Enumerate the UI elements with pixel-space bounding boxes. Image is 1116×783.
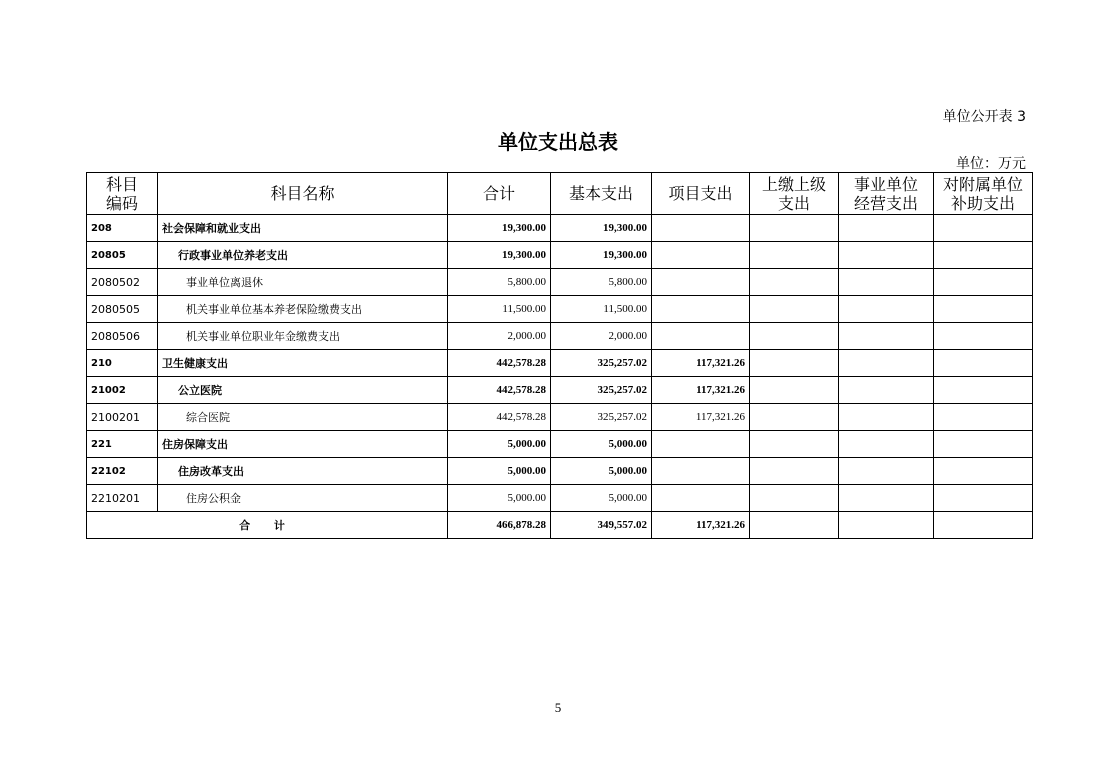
row-code: 2080505 [87,296,158,323]
row-upper [750,296,839,323]
row-business [839,323,934,350]
row-subsidy [934,377,1033,404]
row-project [652,458,750,485]
expenditure-table [86,172,1033,539]
row-code: 2080502 [87,269,158,296]
row-project: 117,321.26 [652,377,750,404]
row-name: 卫生健康支出 [158,350,448,377]
row-business [839,458,934,485]
row-business [839,404,934,431]
row-code: 20805 [87,242,158,269]
row-total: 442,578.28 [448,350,551,377]
total-business [839,512,934,539]
page-title: 单位支出总表 [498,130,618,154]
total-project: 117,321.26 [652,512,750,539]
row-basic: 2,000.00 [551,323,652,350]
table-row [87,377,1033,404]
row-basic: 325,257.02 [551,377,652,404]
row-name: 行政事业单位养老支出 [158,242,448,269]
row-total: 19,300.00 [448,215,551,242]
total-label: 合 计 [87,512,448,539]
row-business [839,296,934,323]
row-subsidy [934,215,1033,242]
row-business [839,215,934,242]
row-subsidy [934,269,1033,296]
row-project [652,485,750,512]
row-total: 11,500.00 [448,296,551,323]
table-row [87,296,1033,323]
row-subsidy [934,485,1033,512]
unit-label: 单位：万元 [956,156,1026,172]
row-project [652,296,750,323]
row-basic: 19,300.00 [551,215,652,242]
row-basic: 5,800.00 [551,269,652,296]
total-upper [750,512,839,539]
table-row [87,269,1033,296]
row-subsidy [934,242,1033,269]
table-row [87,215,1033,242]
row-total: 5,000.00 [448,485,551,512]
row-upper [750,377,839,404]
page-number: 5 [554,700,562,715]
row-basic: 11,500.00 [551,296,652,323]
total-row [87,512,1033,539]
row-name: 住房保障支出 [158,431,448,458]
form-number: 单位公开表 3 [942,109,1026,125]
row-name: 综合医院 [158,404,448,431]
table-row [87,404,1033,431]
header-name: 科目名称 [158,173,448,215]
header-code: 科目 编码 [87,173,158,215]
row-name: 社会保障和就业支出 [158,215,448,242]
row-total: 5,000.00 [448,458,551,485]
table-row [87,350,1033,377]
row-project [652,215,750,242]
row-basic: 5,000.00 [551,485,652,512]
row-subsidy [934,404,1033,431]
header-row [87,173,1033,215]
row-business [839,350,934,377]
row-subsidy [934,431,1033,458]
row-code: 208 [87,215,158,242]
row-name: 事业单位离退休 [158,269,448,296]
row-business [839,269,934,296]
table-row [87,458,1033,485]
row-upper [750,485,839,512]
row-project [652,269,750,296]
row-code: 210 [87,350,158,377]
row-code: 2210201 [87,485,158,512]
row-name: 住房公积金 [158,485,448,512]
row-basic: 19,300.00 [551,242,652,269]
total-basic: 349,557.02 [551,512,652,539]
header-project: 项目支出 [652,173,750,215]
row-upper [750,215,839,242]
row-code: 2080506 [87,323,158,350]
header-business: 事业单位 经营支出 [839,173,934,215]
table-row [87,242,1033,269]
row-project: 117,321.26 [652,404,750,431]
row-code: 221 [87,431,158,458]
row-business [839,377,934,404]
total-subsidy [934,512,1033,539]
row-subsidy [934,296,1033,323]
row-code: 21002 [87,377,158,404]
row-total: 442,578.28 [448,404,551,431]
row-total: 442,578.28 [448,377,551,404]
row-business [839,242,934,269]
row-basic: 325,257.02 [551,404,652,431]
row-total: 2,000.00 [448,323,551,350]
row-basic: 325,257.02 [551,350,652,377]
row-name: 住房改革支出 [158,458,448,485]
row-name: 机关事业单位职业年金缴费支出 [158,323,448,350]
row-project [652,323,750,350]
row-upper [750,350,839,377]
row-upper [750,323,839,350]
row-upper [750,242,839,269]
row-basic: 5,000.00 [551,458,652,485]
row-upper [750,458,839,485]
row-total: 19,300.00 [448,242,551,269]
row-basic: 5,000.00 [551,431,652,458]
row-project [652,242,750,269]
row-total: 5,800.00 [448,269,551,296]
header-basic: 基本支出 [551,173,652,215]
row-upper [750,431,839,458]
table-row [87,431,1033,458]
row-name: 机关事业单位基本养老保险缴费支出 [158,296,448,323]
header-upper: 上缴上级 支出 [750,173,839,215]
row-project [652,431,750,458]
row-business [839,485,934,512]
row-total: 5,000.00 [448,431,551,458]
row-code: 22102 [87,458,158,485]
row-subsidy [934,350,1033,377]
header-subsidy: 对附属单位 补助支出 [934,173,1033,215]
row-project: 117,321.26 [652,350,750,377]
total-sum: 466,878.28 [448,512,551,539]
header-total: 合计 [448,173,551,215]
row-subsidy [934,323,1033,350]
table-row [87,485,1033,512]
row-name: 公立医院 [158,377,448,404]
row-code: 2100201 [87,404,158,431]
row-business [839,431,934,458]
row-upper [750,269,839,296]
row-upper [750,404,839,431]
table-row [87,323,1033,350]
row-subsidy [934,458,1033,485]
